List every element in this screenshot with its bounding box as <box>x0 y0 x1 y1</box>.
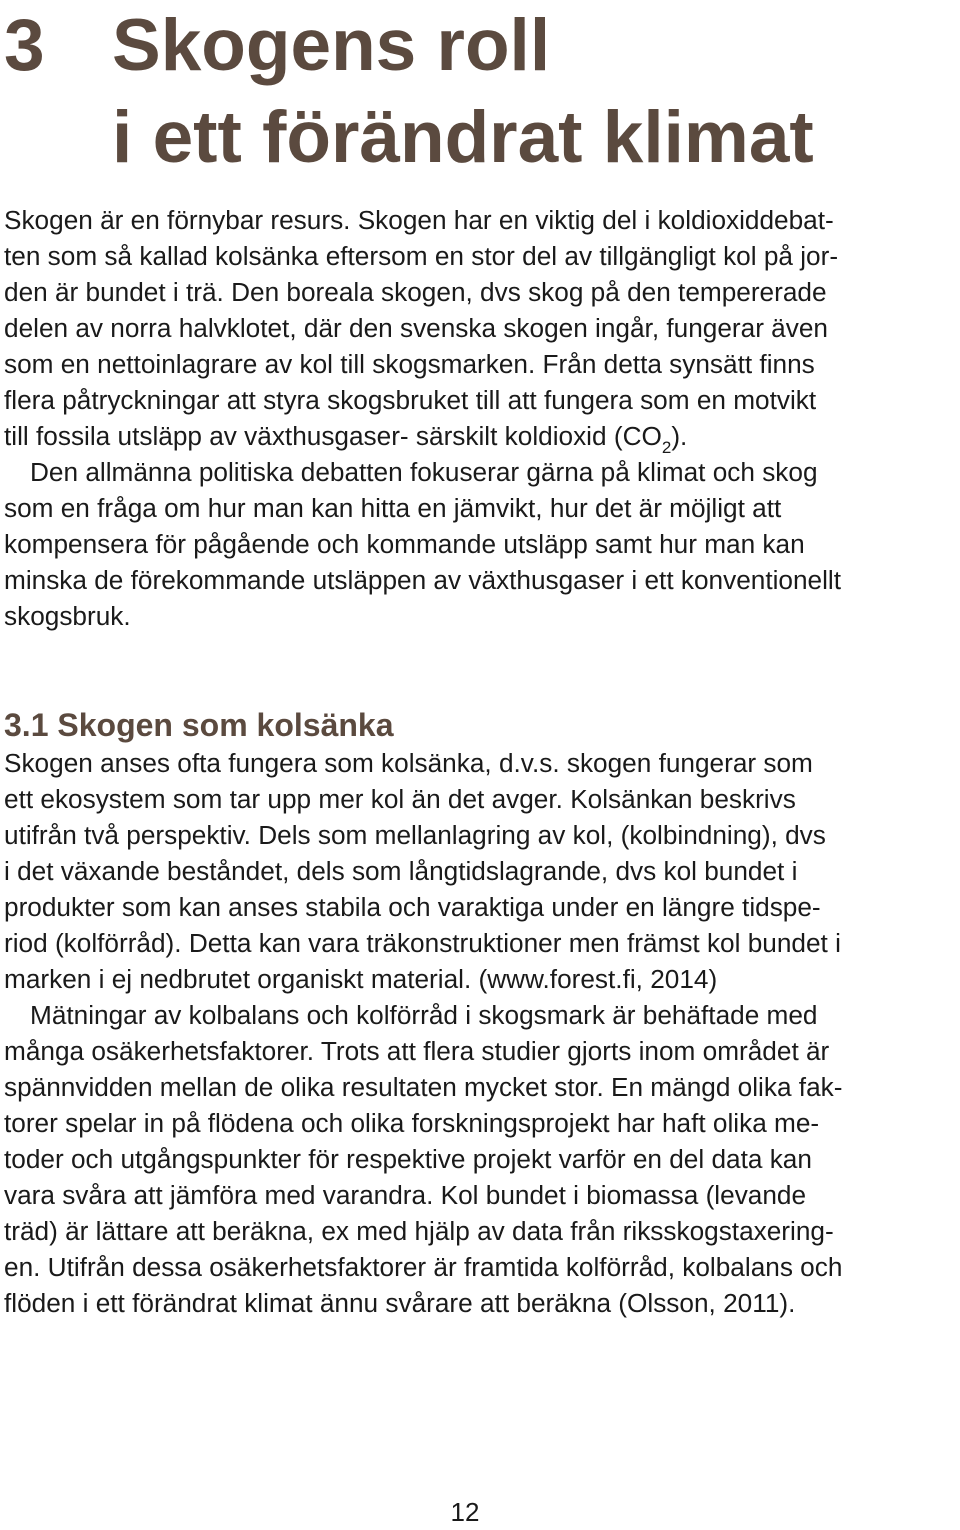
paragraph-line: som en nettoinlagrare av kol till skogsmarken. Från detta synsätt finns <box>4 349 815 379</box>
paragraph-line: ett ekosystem som tar upp mer kol än det avger. Kolsänkan beskrivs <box>4 784 796 814</box>
paragraph-line: produkter som kan anses stabila och varaktiga under en längre tidspe- <box>4 892 821 922</box>
paragraph-line: torer spelar in på flödena och olika forskningsprojekt har haft olika me- <box>4 1108 820 1138</box>
chapter-title-line-1: Skogens roll <box>112 5 551 86</box>
co2-subscript: 2 <box>661 438 672 457</box>
paragraph-line: Mätningar av kolbalans och kolförråd i skogsmark är behäftade med <box>30 1000 818 1030</box>
paragraph-line: skogsbruk. <box>4 601 131 631</box>
paragraph-line: i det växande beståndet, dels som långtidslagrande, dvs kol bundet i <box>4 856 798 886</box>
paragraph-line: en. Utifrån dessa osäkerhetsfaktorer är framtida kolförråd, kolbalans och <box>4 1252 843 1282</box>
paragraph-line: riod (kolförråd). Detta kan vara träkonstruktioner men främst kol bundet i <box>4 928 841 958</box>
paragraph-line: många osäkerhetsfaktorer. Trots att flera studier gjorts inom området är <box>4 1036 830 1066</box>
paragraph-line: kompensera för pågående och kommande utsläpp samt hur man kan <box>4 529 805 559</box>
section-text <box>4 745 960 1321</box>
paragraph-line: Den allmänna politiska debatten fokuserar gärna på klimat och skog <box>30 457 818 487</box>
paragraph-line: den är bundet i trä. Den boreala skogen, dvs skog på den tempererade <box>4 277 827 307</box>
paragraph-line: marken i ej nedbrutet organiskt material. (www.forest.fi, 2014) <box>4 964 718 994</box>
co2-text: till fossila utsläpp av växthusgaser- särskilt koldioxid (CO <box>4 421 662 451</box>
page-number: 12 <box>450 1497 480 1527</box>
paragraph-line: delen av norra halvklotet, där den svenska skogen ingår, fungerar även <box>4 313 828 343</box>
paragraph-line: ten som så kallad kolsänka eftersom en stor del av tillgängligt kol på jor- <box>4 241 839 271</box>
paragraph-line: flera påtryckningar att styra skogsbruket till att fungera som en motvikt <box>4 385 817 415</box>
paragraph-line: Skogen anses ofta fungera som kolsänka, d.v.s. skogen fungerar som <box>4 748 813 778</box>
paragraph-line: vara svåra att jämföra med varandra. Kol bundet i biomassa (levande <box>4 1180 807 1210</box>
paragraph-line: spännvidden mellan de olika resultaten mycket stor. En mängd olika fak- <box>4 1072 843 1102</box>
chapter-title-line-2: i ett förändrat klimat <box>112 97 814 178</box>
paragraph-line: Skogen är en förnybar resurs. Skogen har en viktig del i koldioxiddebat- <box>4 205 834 235</box>
paragraph-line: minska de förekommande utsläppen av växthusgaser i ett konventionellt <box>4 565 842 595</box>
paragraph-line: träd) är lättare att beräkna, ex med hjälp av data från riksskogstaxering- <box>4 1216 834 1246</box>
chapter-number: 3 <box>4 5 45 86</box>
paragraph-line-co2 <box>4 418 960 457</box>
paragraph-line: toder och utgångspunkter för respektive projekt varför en del data kan <box>4 1144 812 1174</box>
section-heading: 3.1 Skogen som kolsänka <box>4 707 394 743</box>
intro-text <box>4 202 960 634</box>
co2-end: ). <box>671 421 688 451</box>
paragraph-line: som en fråga om hur man kan hitta en jämvikt, hur det är möjligt att <box>4 493 782 523</box>
paragraph-line: utifrån två perspektiv. Dels som mellanlagring av kol, (kolbindning), dvs <box>4 820 826 850</box>
paragraph-line: flöden i ett förändrat klimat ännu svårare att beräkna (Olsson, 2011). <box>4 1288 796 1318</box>
